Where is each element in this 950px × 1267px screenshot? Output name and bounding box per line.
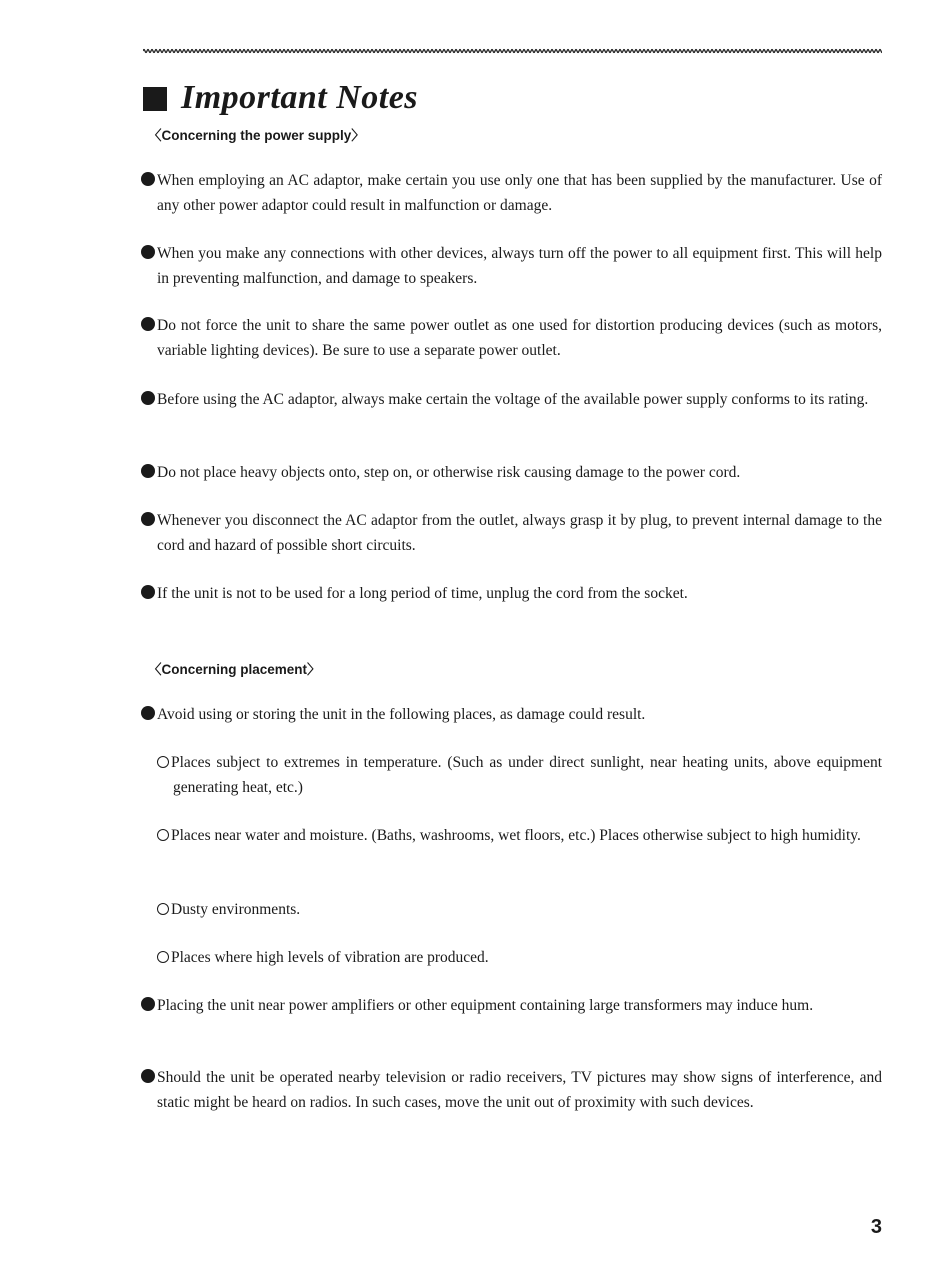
power-supply-heading: 〈Concerning the power supply〉 bbox=[148, 128, 365, 143]
bullet-icon bbox=[141, 585, 155, 599]
list-item: If the unit is not to be used for a long period of time, unplug the cord from the socket. bbox=[141, 582, 882, 607]
placement-heading: 〈Concerning placement〉 bbox=[148, 662, 321, 677]
sub-list-item: Dusty environments. bbox=[157, 898, 882, 923]
page-title: Important Notes bbox=[181, 79, 419, 116]
list-item: Avoid using or storing the unit in the following places, as damage could result. bbox=[141, 703, 882, 728]
bullet-icon bbox=[141, 706, 155, 720]
list-item: When you make any connections with other devices, always turn off the power to all equipment first. This will help in preventing malfunction, and damage to speakers. bbox=[141, 242, 882, 291]
open-circle-icon bbox=[157, 951, 169, 963]
sub-list-item: Places near water and moisture. (Baths, washrooms, wet floors, etc.) Places otherwise subject to high humidity. bbox=[157, 824, 882, 849]
page-title-row bbox=[143, 76, 418, 120]
open-circle-icon bbox=[157, 903, 169, 915]
open-circle-icon bbox=[157, 829, 169, 841]
list-item: Do not force the unit to share the same power outlet as one used for distortion producing devices (such as motors, variable lighting devices). Be sure to use a separate power outlet. bbox=[141, 314, 882, 363]
bullet-icon bbox=[141, 997, 155, 1011]
list-item: Whenever you disconnect the AC adaptor from the outlet, always grasp it by plug, to prevent internal damage to the cord and hazard of possible short circuits. bbox=[141, 509, 882, 558]
bullet-icon bbox=[141, 1069, 155, 1083]
title-square-icon bbox=[143, 87, 167, 111]
bullet-icon bbox=[141, 391, 155, 405]
list-item: When employing an AC adaptor, make certain you use only one that has been supplied by the manufacturer. Use of any other power adaptor could result in malfunction or damage. bbox=[141, 169, 882, 218]
bullet-icon bbox=[141, 245, 155, 259]
list-item: Should the unit be operated nearby television or radio receivers, TV pictures may show signs of interference, and static might be heard on radios. In such cases, move the unit out of proximity with such devices. bbox=[141, 1066, 882, 1115]
sub-list-item: Places where high levels of vibration are produced. bbox=[157, 946, 882, 971]
bullet-icon bbox=[141, 464, 155, 478]
list-item: Before using the AC adaptor, always make certain the voltage of the available power supply conforms to its rating. bbox=[141, 388, 882, 413]
list-item: Do not place heavy objects onto, step on, or otherwise risk causing damage to the power cord. bbox=[141, 461, 882, 486]
wavy-top-rule bbox=[143, 46, 882, 56]
bullet-icon bbox=[141, 512, 155, 526]
open-circle-icon bbox=[157, 756, 169, 768]
sub-list-item: Places subject to extremes in temperature. (Such as under direct sunlight, near heating units, above equipment generating heat, etc.) bbox=[157, 751, 882, 800]
list-item: Placing the unit near power amplifiers or other equipment containing large transformers may induce hum. bbox=[141, 994, 882, 1019]
bullet-icon bbox=[141, 172, 155, 186]
page-number: 3 bbox=[870, 1216, 882, 1238]
bullet-icon bbox=[141, 317, 155, 331]
